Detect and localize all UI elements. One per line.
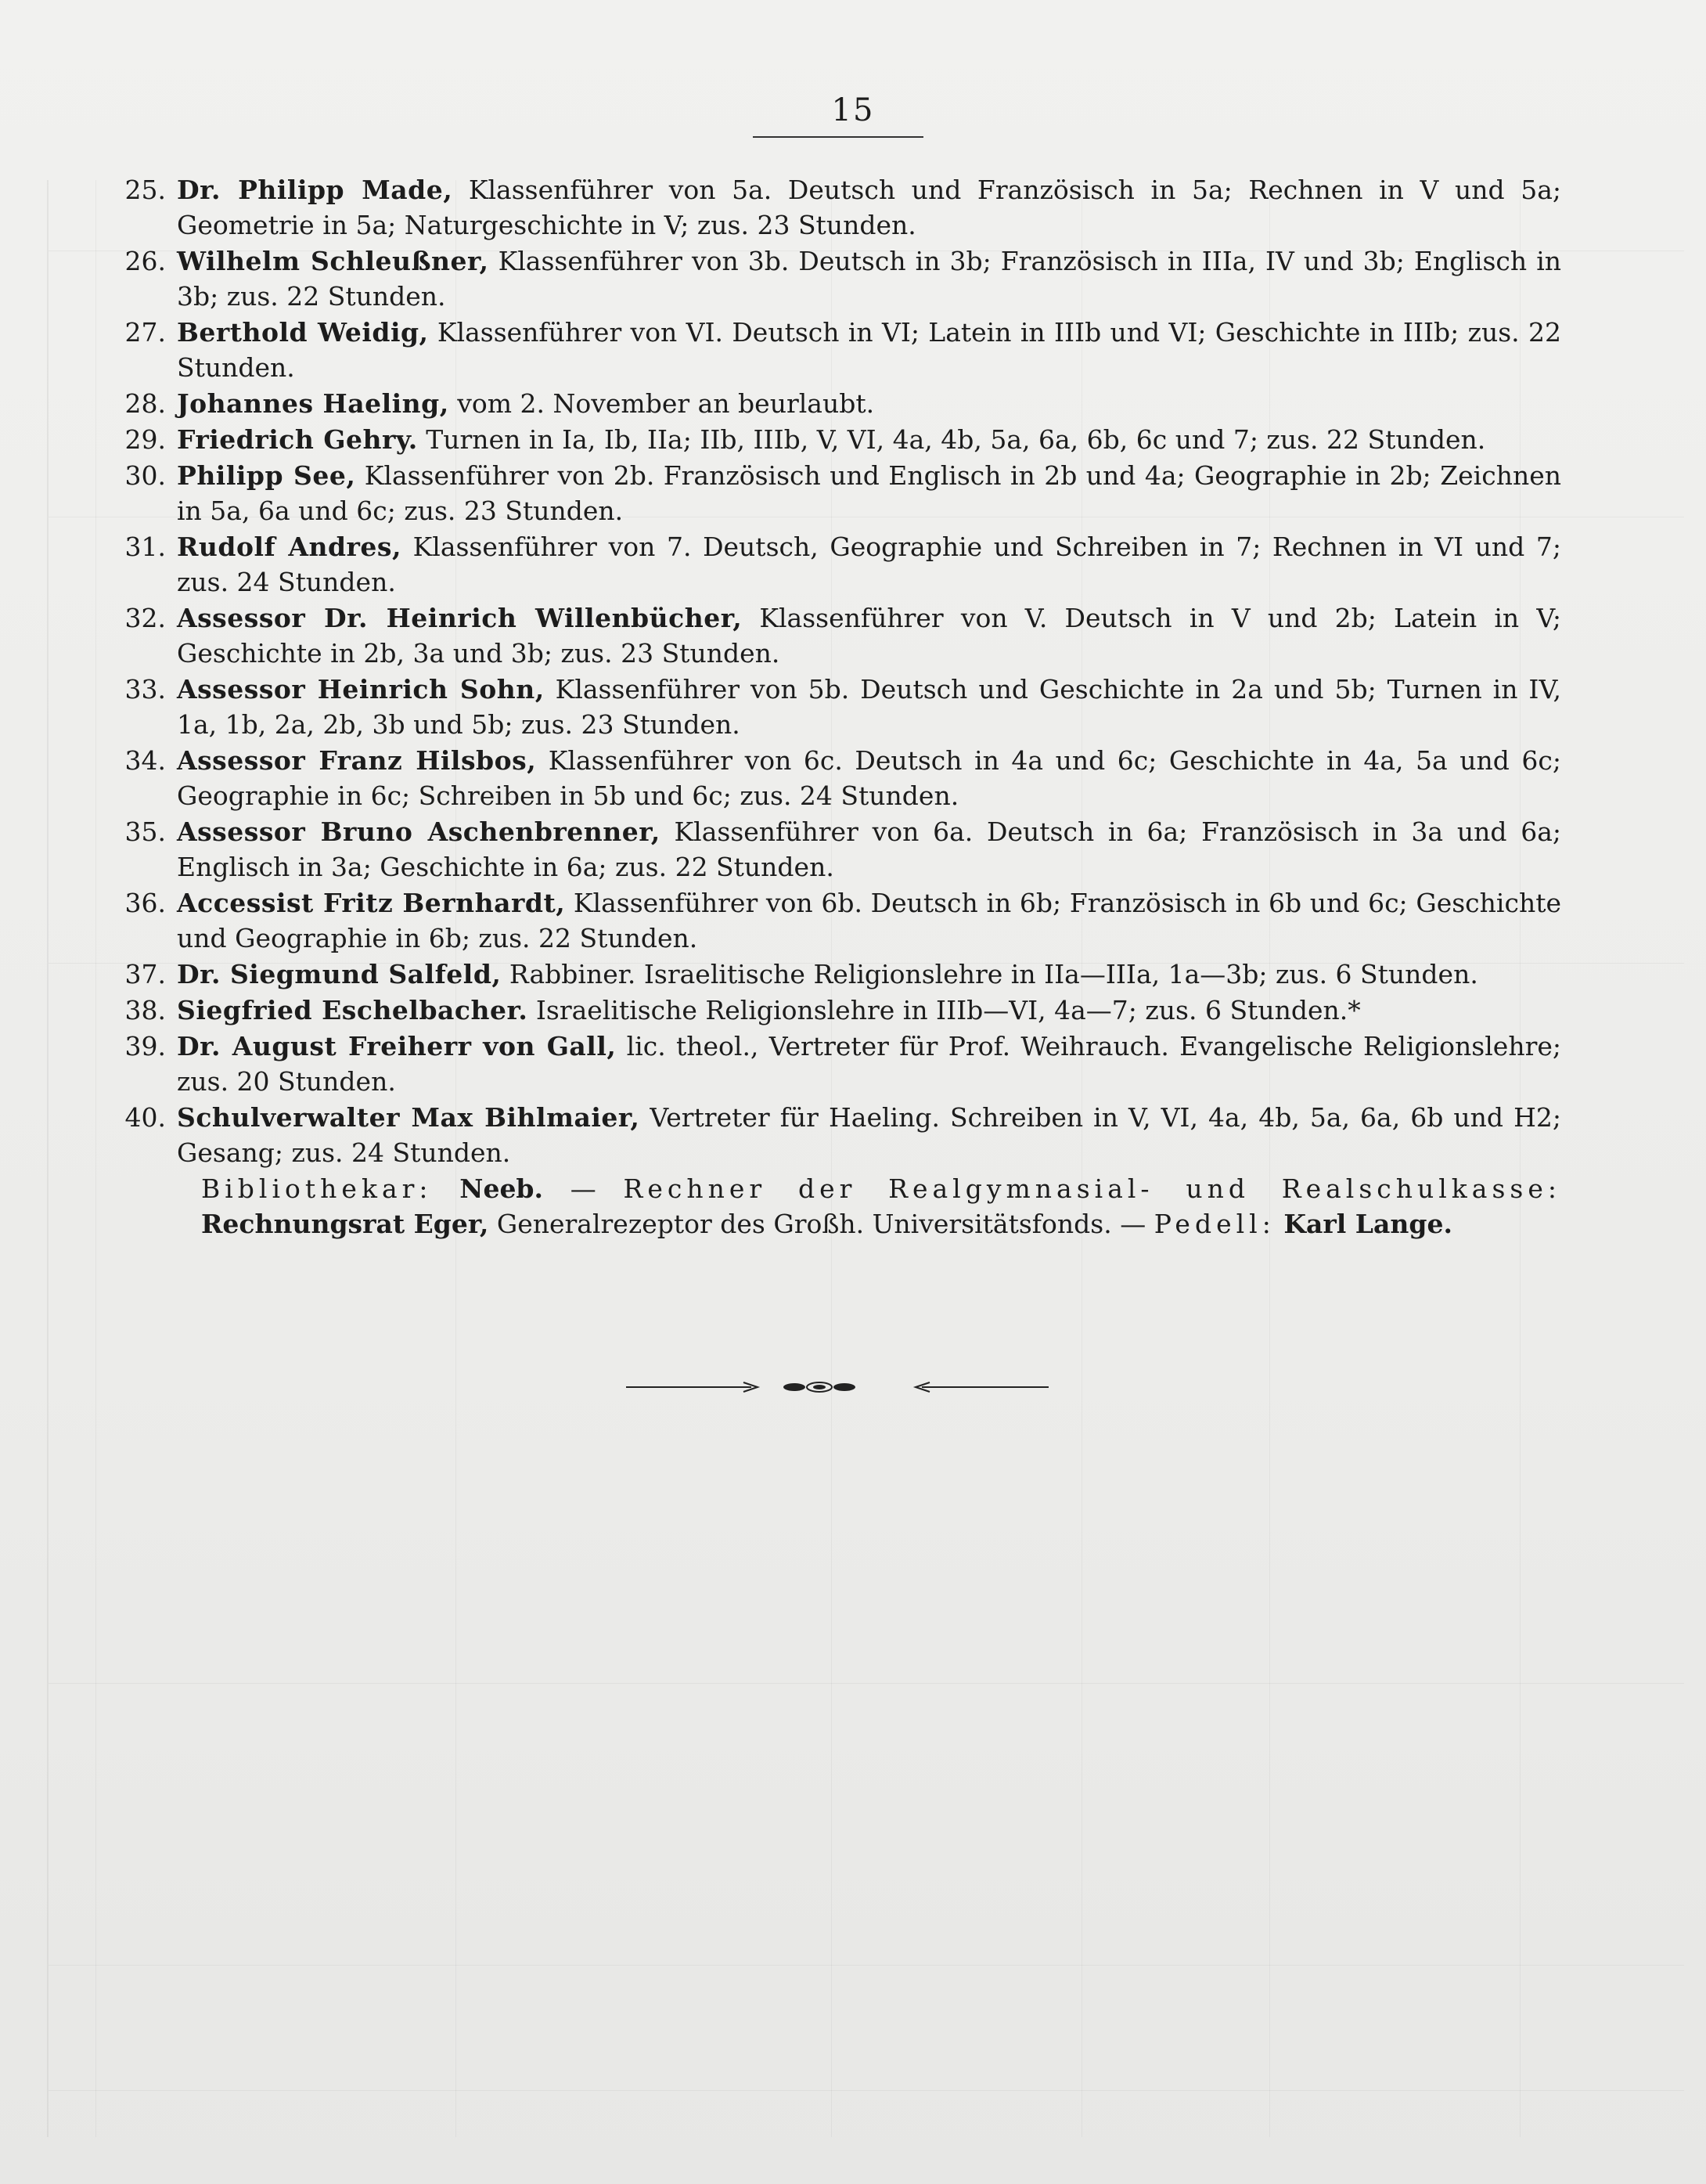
teacher-duties: Klassenführer von 5b. Deutsch und Geschichte in 2a und 5b; Turnen in IV, 1a, 1b, 2a, 2b, 3b und 5b; zus. 23 Stunden. [177, 674, 1561, 740]
list-item [117, 1100, 1561, 1170]
entry-number: 34. [124, 745, 166, 776]
entry-number: 27. [124, 317, 166, 348]
accountant-role: Generalrezeptor des Großh. Universitätsfonds. [496, 1209, 1112, 1239]
entry-number: 36. [124, 888, 166, 918]
teacher-duties: Klassenführer von 7. Deutsch, Geographie und Schreiben in 7; Rechnen in VI und 7; zus. 24 Stunden. [177, 532, 1562, 597]
librarian-name: Neeb. [459, 1173, 543, 1204]
porter-label: Pedell: [1154, 1209, 1276, 1239]
entry-number: 30. [124, 460, 166, 491]
entry-number: 26. [124, 246, 166, 276]
teacher-name: Assessor Heinrich Sohn, [177, 674, 545, 705]
teacher-name: Dr. Philipp Made, [177, 175, 453, 205]
list-item [117, 243, 1561, 314]
list-item [117, 672, 1561, 742]
teacher-name: Dr. Siegmund Salfeld, [177, 959, 502, 989]
teacher-name: Berthold Weidig, [177, 317, 429, 348]
list-item [117, 993, 1561, 1028]
list-item [117, 600, 1561, 671]
list-item [117, 1029, 1561, 1099]
teacher-name: Accessist Fritz Bernhardt, [177, 888, 566, 918]
accountant-label: Rechner der Realgymnasial- und Realschulkasse: [623, 1173, 1561, 1204]
teacher-duties: Turnen in Ia, Ib, IIa; IIb, IIIb, V, VI, 4a, 4b, 5a, 6a, 6b, 6c und 7; zus. 22 Stunden. [417, 424, 1486, 455]
porter-name: Karl Lange. [1283, 1209, 1452, 1239]
list-item [117, 885, 1561, 956]
teacher-name: Friedrich Gehry. [177, 424, 418, 455]
list-item [117, 957, 1561, 992]
teacher-name: Assessor Bruno Aschenbrenner, [177, 816, 660, 847]
list-item [117, 529, 1561, 600]
entry-number: 39. [124, 1031, 166, 1061]
entry-number: 29. [124, 424, 166, 455]
list-item [117, 422, 1561, 457]
teacher-duties: Klassenführer von 5a. Deutsch und Französisch in 5a; Rechnen in V und 5a; Geometrie in 5a; Naturgeschichte in V; zus. 23 Stunden. [177, 175, 1561, 240]
teacher-duties: Klassenführer von 6a. Deutsch in 6a; Französisch in 3a und 6a; Englisch in 3a; Geschichte in 6a; zus. 22 Stunden. [177, 816, 1561, 882]
list-item [117, 172, 1561, 243]
teacher-duties: Vertreter für Haeling. Schreiben in V, VI, 4a, 4b, 5a, 6a, 6b und H2; Gesang; zus. 24 Stunden. [177, 1102, 1561, 1168]
teacher-duties: Klassenführer von 3b. Deutsch in 3b; Französisch in IIIa, IV und 3b; Englisch in 3b; zus. 22 Stunden. [177, 246, 1561, 312]
teacher-name: Rudolf Andres, [177, 532, 401, 562]
teacher-name: Assessor Dr. Heinrich Willenbücher, [177, 603, 743, 633]
teacher-name: Assessor Franz Hilsbos, [177, 745, 537, 776]
teacher-name: Dr. August Freiherr von Gall, [177, 1031, 617, 1061]
page-number: 15 [831, 92, 875, 128]
ornament-divider [626, 1371, 1049, 1403]
teacher-name: Johannes Haeling, [177, 388, 449, 419]
teacher-duties: Klassenführer von 6c. Deutsch in 4a und 6c; Geschichte in 4a, 5a und 6c; Geographie in 6c; Schreiben in 5b und 6c; zus. 24 Stunden. [177, 745, 1561, 811]
teacher-duties: Klassenführer von V. Deutsch in V und 2b; Latein in V; Geschichte in 2b, 3a und 3b; zus. 23 Stunden. [177, 603, 1561, 669]
staff-list [117, 172, 1561, 1242]
teacher-duties: vom 2. November an beurlaubt. [448, 388, 875, 419]
teacher-duties: Klassenführer von 2b. Französisch und Englisch in 2b und 4a; Geographie in 2b; Zeichnen in 5a, 6a und 6c; zus. 23 Stunden. [177, 460, 1561, 526]
entry-number: 25. [124, 175, 166, 205]
teacher-duties: lic. theol., Vertreter für Prof. Weihrauch. Evangelische Religionslehre; zus. 20 Stunden. [177, 1031, 1561, 1097]
list-item [117, 386, 1561, 421]
entry-number: 33. [124, 674, 166, 705]
teacher-name: Philipp See, [177, 460, 356, 491]
entry-number: 32. [124, 603, 166, 633]
teacher-duties: Israelitische Religionslehre in IIIb—VI, 4a—7; zus. 6 Stunden.* [527, 995, 1361, 1025]
accountant-name: Rechnungsrat Eger, [201, 1209, 489, 1239]
librarian-label: Bibliothekar: [201, 1173, 433, 1204]
entry-number: 40. [124, 1102, 166, 1133]
entry-number: 38. [124, 995, 166, 1025]
teacher-duties: Rabbiner. Israelitische Religionslehre in IIa—IIIa, 1a—3b; zus. 6 Stunden. [501, 959, 1478, 989]
staff-footer: Bibliothekar: Neeb. — Rechner der Realgymnasial- und Realschulkasse: Rechnungsrat Eger, Generalrezeptor des Großh. Universitätsfonds. — Pedell: Karl Lange. [201, 1173, 1561, 1239]
teacher-name: Wilhelm Schleußner, [177, 246, 489, 276]
list-item [117, 315, 1561, 385]
list-item [117, 814, 1561, 885]
header-rule [753, 136, 923, 138]
teacher-name: Siegfried Eschelbacher. [177, 995, 528, 1025]
teacher-duties: Klassenführer von VI. Deutsch in VI; Latein in IIIb und VI; Geschichte in IIIb; zus. 22 Stunden. [177, 317, 1561, 383]
entry-number: 35. [124, 816, 166, 847]
entry-number: 37. [124, 959, 166, 989]
entry-number: 28. [124, 388, 166, 419]
list-item [117, 458, 1561, 528]
teacher-name: Schulverwalter Max Bihlmaier, [177, 1102, 640, 1133]
teacher-duties: Klassenführer von 6b. Deutsch in 6b; Französisch in 6b und 6c; Geschichte und Geographie in 6b; zus. 22 Stunden. [177, 888, 1561, 953]
entry-number: 31. [124, 532, 166, 562]
list-item [117, 743, 1561, 813]
